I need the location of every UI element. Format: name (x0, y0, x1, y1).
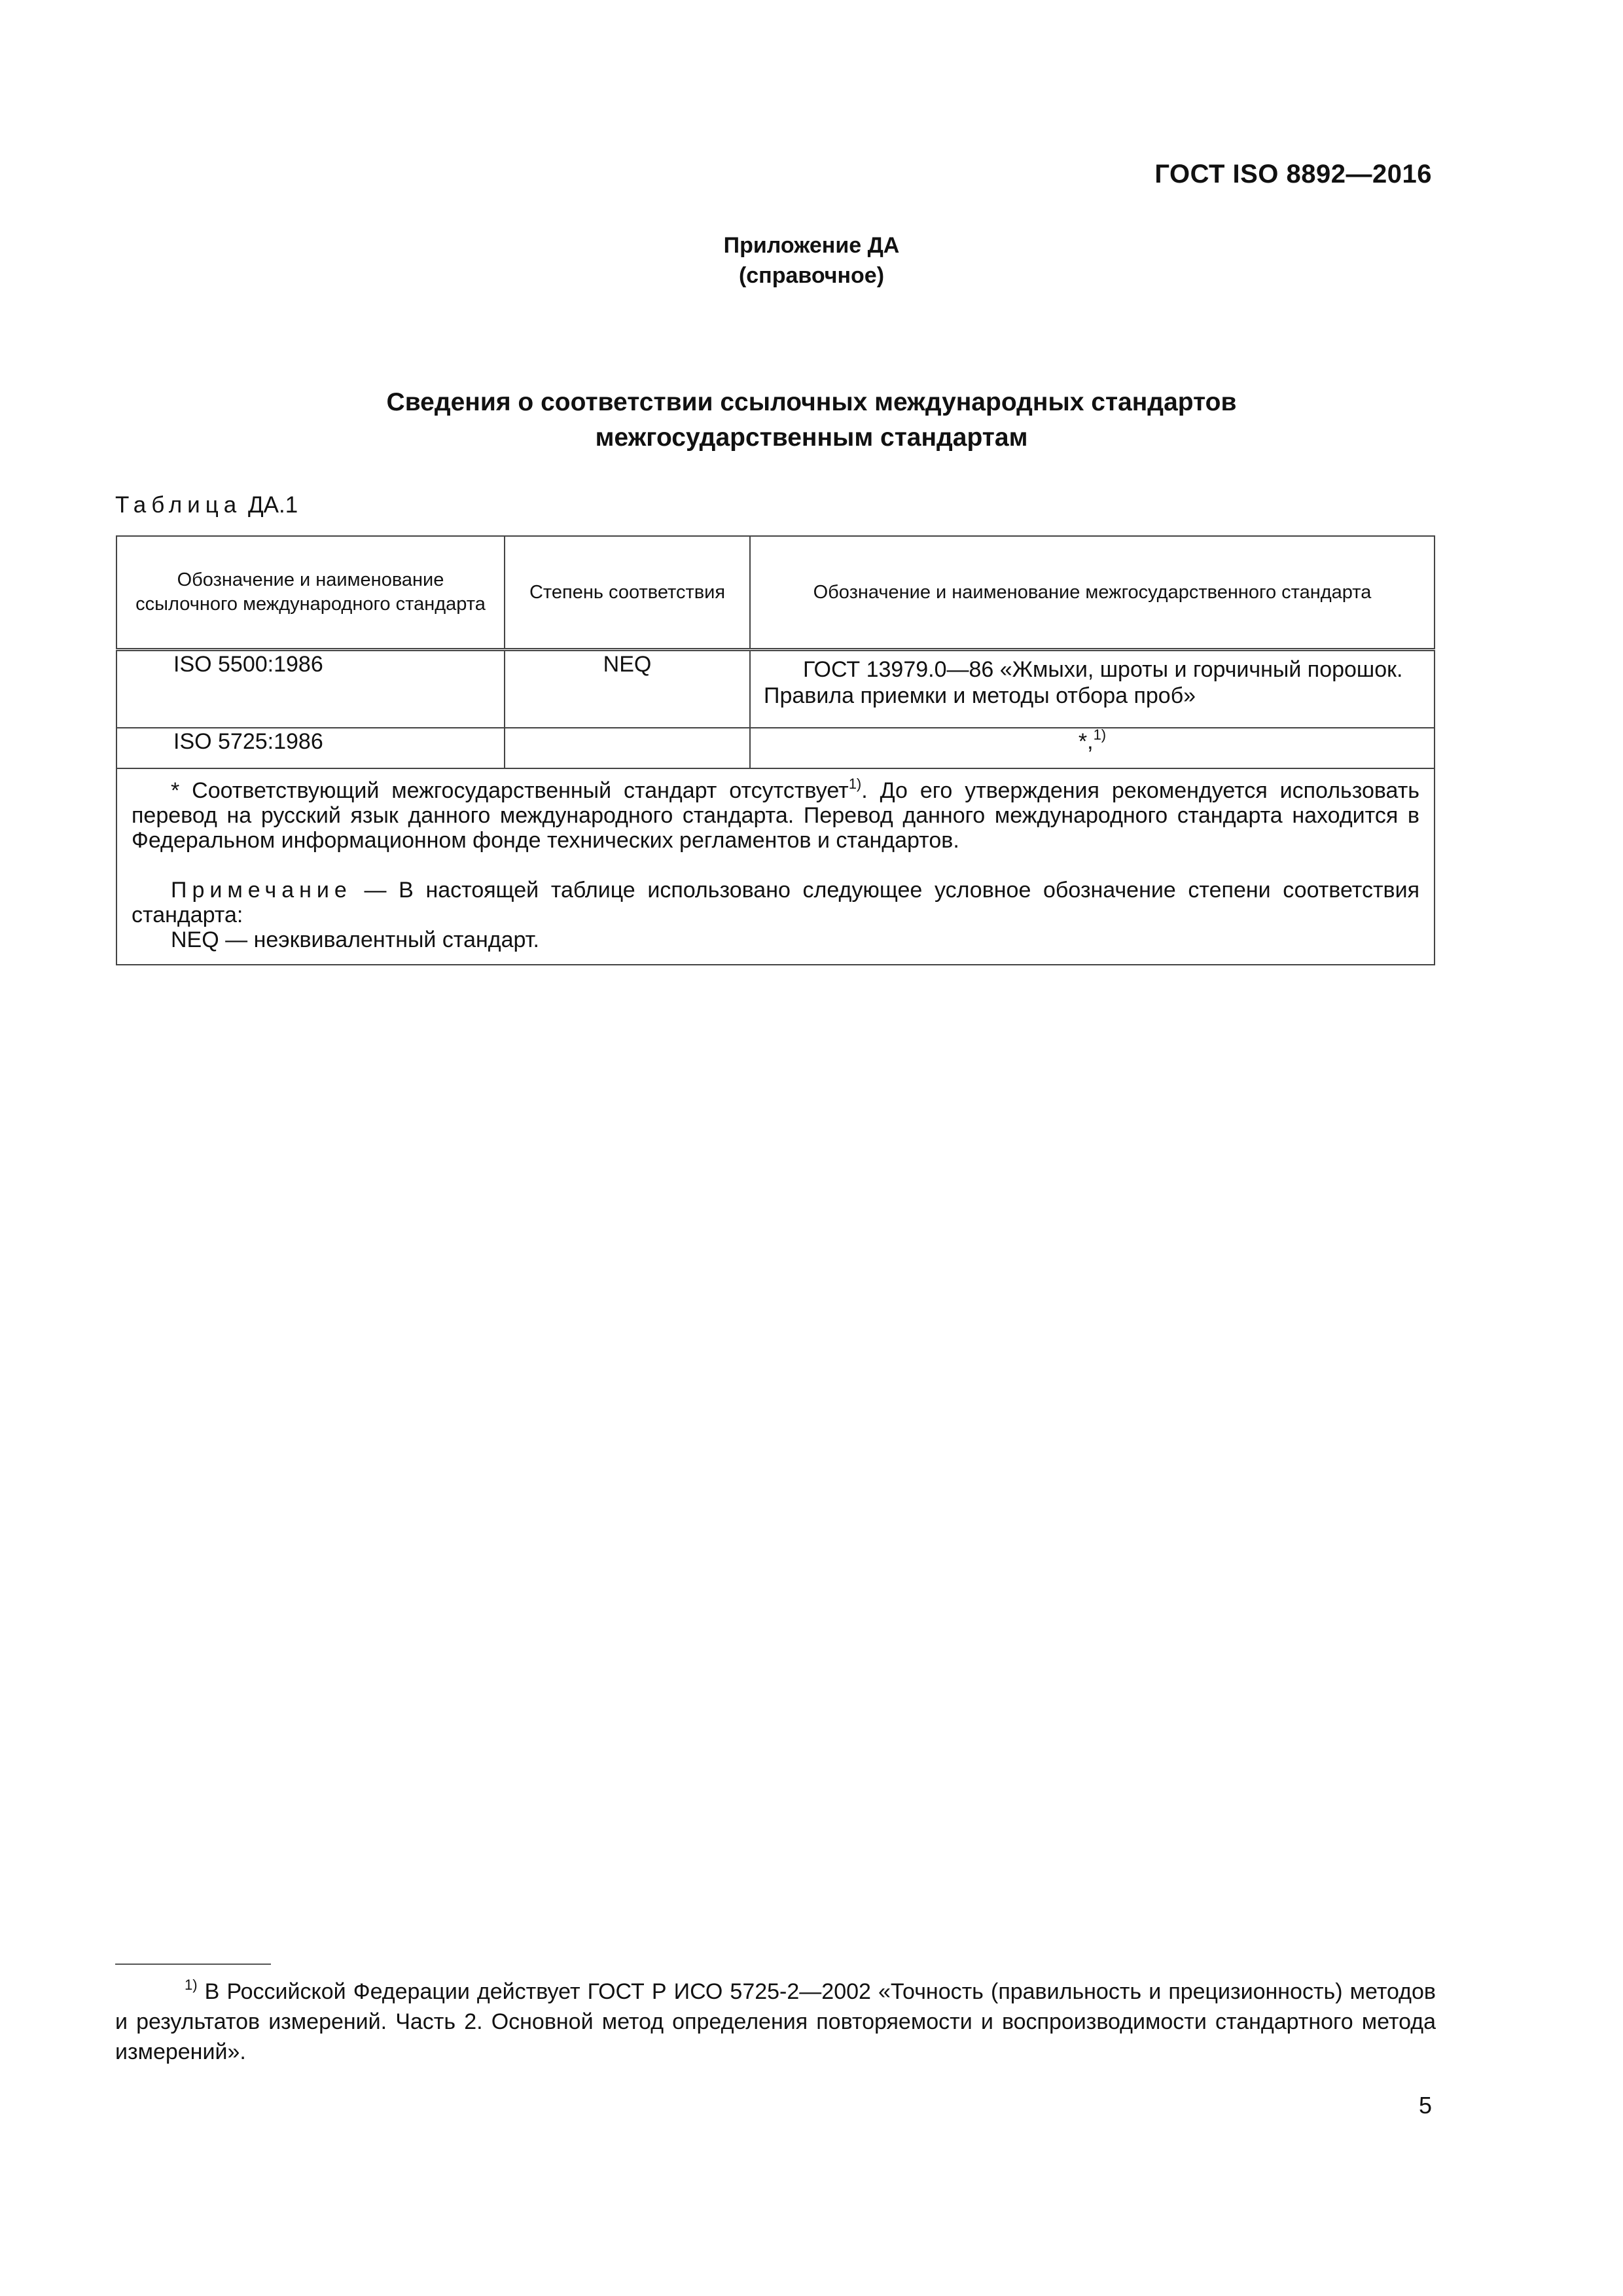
appendix-subtitle: (справочное) (738, 263, 885, 288)
cell-degree: NEQ (505, 650, 750, 728)
footnote-ref: 1) (1093, 726, 1107, 743)
absent-note-part1: * Соответствующий межгосударственный стандарт отсутствует (171, 778, 849, 803)
cell-reference: ISO 5500:1986 (116, 650, 505, 728)
column-header-reference: Обозначение и наименование ссылочного международного стандарта (116, 536, 505, 650)
appendix-title (0, 230, 1623, 291)
cell-reference: ISO 5725:1986 (116, 728, 505, 768)
footnote-divider (115, 1964, 271, 1965)
table-row (116, 728, 1435, 768)
cell-standard (750, 728, 1435, 768)
cell-degree (505, 728, 750, 768)
neq-definition: NEQ — неэквивалентный стандарт. (171, 927, 539, 952)
table-notes (116, 768, 1435, 965)
section-heading-line2: межгосударственным стандартам (595, 423, 1028, 452)
section-heading-line1: Сведения о соответствии ссылочных международных стандартов (386, 388, 1237, 416)
standards-table (116, 535, 1435, 965)
footnote-ref: 1) (848, 776, 862, 792)
section-heading (0, 385, 1623, 456)
table-row (116, 650, 1435, 728)
cell-standard-text: *, (1078, 729, 1094, 754)
table-footer-row (116, 768, 1435, 965)
note-text: — В настоящей таблице использовано следующее условное обозначение степени соответствия стандарта: (132, 878, 1419, 927)
absent-standard-note (132, 778, 1419, 853)
note-paragraph (132, 878, 1419, 927)
footnote-marker: 1) (185, 1977, 198, 1993)
column-header-degree: Степень соответствия (505, 536, 750, 650)
absent-note-part2: . До его утверждения рекомендуется использовать перевод на русский язык данного международного стандарта. Перевод данного международного стандарта находится в Федеральном информационном фонде технических регламентов и стандартов. (132, 778, 1419, 853)
cell-standard: ГОСТ 13979.0—86 «Жмыхи, шроты и горчичный порошок. Правила приемки и методы отбора проб» (750, 650, 1435, 728)
page-number: 5 (1418, 2092, 1432, 2119)
footnote (115, 1977, 1436, 2067)
note-label: Примечание (171, 878, 352, 903)
appendix-title-line: Приложение ДА (723, 233, 900, 258)
document-code: ГОСТ ISO 8892—2016 (1154, 160, 1432, 188)
table-caption-word: Таблица (115, 492, 242, 518)
column-header-interstate: Обозначение и наименование межгосударственного стандарта (750, 536, 1435, 650)
footnote-indent (115, 1979, 185, 2004)
table-caption-number: ДА.1 (247, 492, 298, 518)
table-header-row (116, 536, 1435, 650)
table-caption (115, 492, 298, 518)
footnote-text: В Российской Федерации действует ГОСТ Р ИСО 5725-2—2002 «Точность (правильность и прецизионность) методов и результатов измерений. Часть 2. Основной метод определения повторяемости и воспроизводимости стандартного метода измерений». (115, 1979, 1436, 2064)
